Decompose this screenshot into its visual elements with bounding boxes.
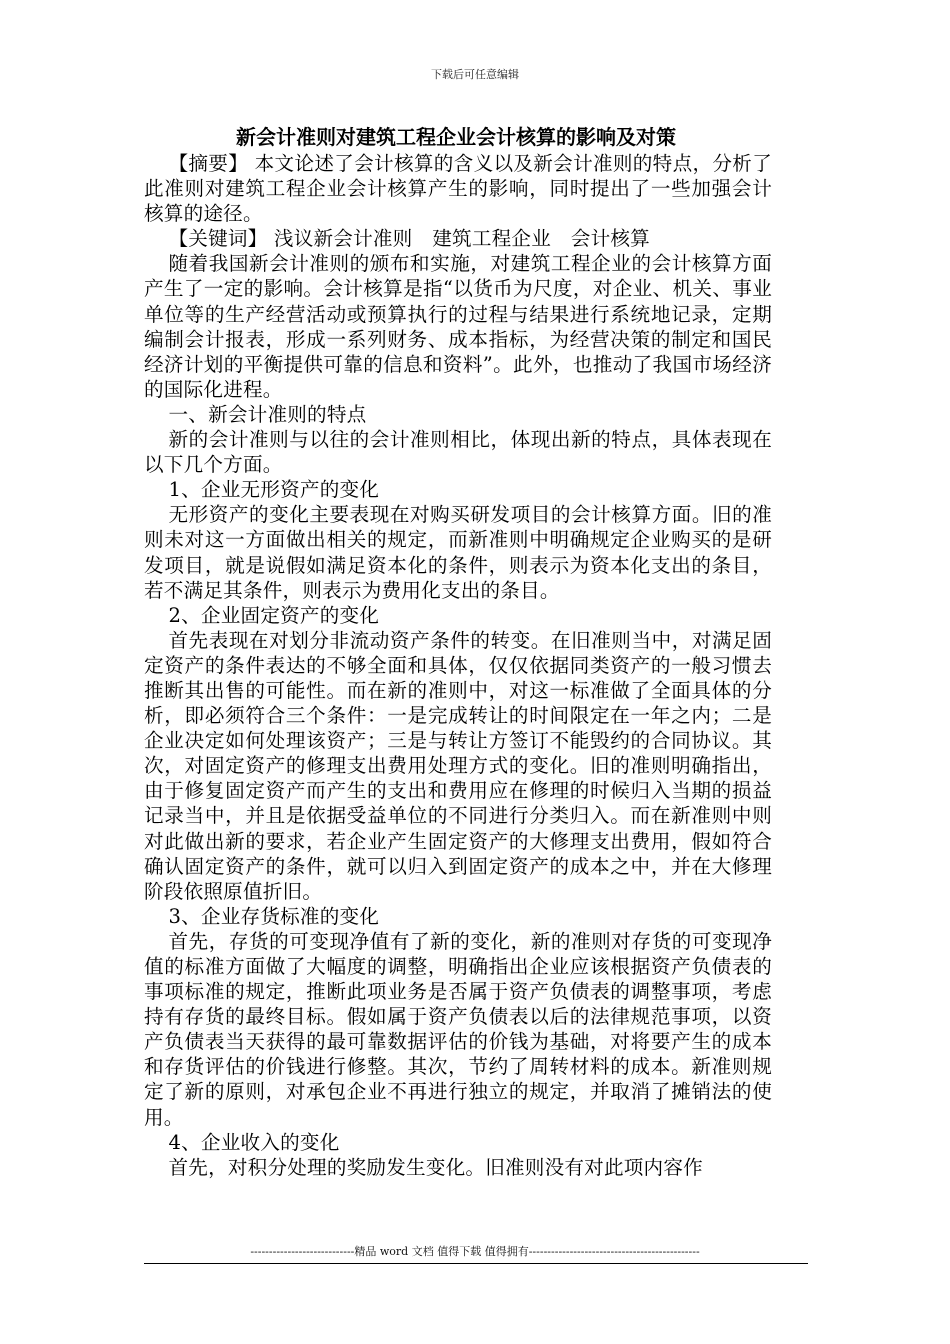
footer-note: ----------------------------精品 word 文档 值得下载 值得拥有---------------------------------------------- [250, 1245, 700, 1258]
document-body [144, 151, 772, 1180]
subsection-heading: 1、企业无形资产的变化 [168, 478, 380, 502]
fixed-assets-paragraph: 首先表现在对划分非流动资产条件的转变。在旧准则当中，对满足固定资产的条件表达的不够全面和具体，仅仅依据同类资产的一般习惯去推断其出售的可能性。而在新的准则中，对这一标准做了全面具体的分析，即必须符合三个条件：一是完成转让的时间限定在一年之内；二是企业决定如何处理该资产；三是与转让方签订不能毁约的合同协议。其次，对固定资产的修理支出费用处理方式的变化。旧的准则明确指出，由于修复固定资产而产生的支出和费用应在修理的时候归入当期的损益记录当中，并且是依据受益单位的不同进行分类归入。而在新准则中则对此做出新的要求，若企业产生固定资产的大修理支出费用，假如符合确认固定资产的条件，就可以归入到固定资产的成本之中，并在大修理阶段依照原值折旧。 [144, 628, 772, 903]
keywords-paragraph: 【关键词】 浅议新会计准则 建筑工程企业 会计核算 [168, 227, 650, 251]
footer-divider [144, 1263, 808, 1264]
subsection-heading: 4、企业收入的变化 [168, 1130, 340, 1154]
abstract-paragraph: 【摘要】 本文论述了会计核算的含义以及新会计准则的特点，分析了此准则对建筑工程企业会计核算产生的影响，同时提出了一些加强会计核算的途径。 [144, 152, 772, 226]
intro-paragraph: 随着我国新会计准则的颁布和实施，对建筑工程企业的会计核算方面产生了一定的影响。会计核算是指“以货币为尺度，对企业、机关、事业单位等的生产经营活动或预算执行的过程与结果进行系统地记录，定期编制会计报表，形成一系列财务、成本指标，为经营决策的制定和国民经济计划的平衡提供可靠的信息和资料”。此外，也推动了我国市场经济的国际化进程。 [144, 252, 772, 401]
header-note: 下载后可任意编辑 [431, 68, 519, 81]
revenue-paragraph: 首先，对积分处理的奖励发生变化。旧准则没有对此项内容作 [168, 1155, 703, 1179]
subsection-heading: 3、企业存货标准的变化 [168, 904, 380, 928]
intangible-assets-paragraph: 无形资产的变化主要表现在对购买研发项目的会计核算方面。旧的准则未对这一方面做出相关的规定，而新准则中明确规定企业购买的是研发项目，就是说假如满足资本化的条件，则表示为资本化支出的条目，若不满足其条件，则表示为费用化支出的条目。 [144, 503, 772, 602]
subsection-heading: 2、企业固定资产的变化 [168, 603, 380, 627]
section-heading: 一、新会计准则的特点 [168, 402, 367, 426]
document-title: 新会计准则对建筑工程企业会计核算的影响及对策 [236, 125, 676, 149]
section-intro-paragraph: 新的会计准则与以往的会计准则相比，体现出新的特点，具体表现在以下几个方面。 [144, 428, 772, 477]
inventory-paragraph: 首先，存货的可变现净值有了新的变化，新的准则对存货的可变现净值的标准方面做了大幅度的调整，明确指出企业应该根据资产负债表的事项标准的规定，推断此项业务是否属于资产负债表的调整事项，考虑持有存货的最终目标。假如属于资产负债表以后的法律规范事项，以资产负债表当天获得的最可靠数据评估的价钱为基础，对将要产生的成本和存货评估的价钱进行修整。其次，节约了周转材料的成本。新准则规定了新的原则，对承包企业不再进行独立的规定，并取消了摊销法的使用。 [144, 929, 772, 1129]
